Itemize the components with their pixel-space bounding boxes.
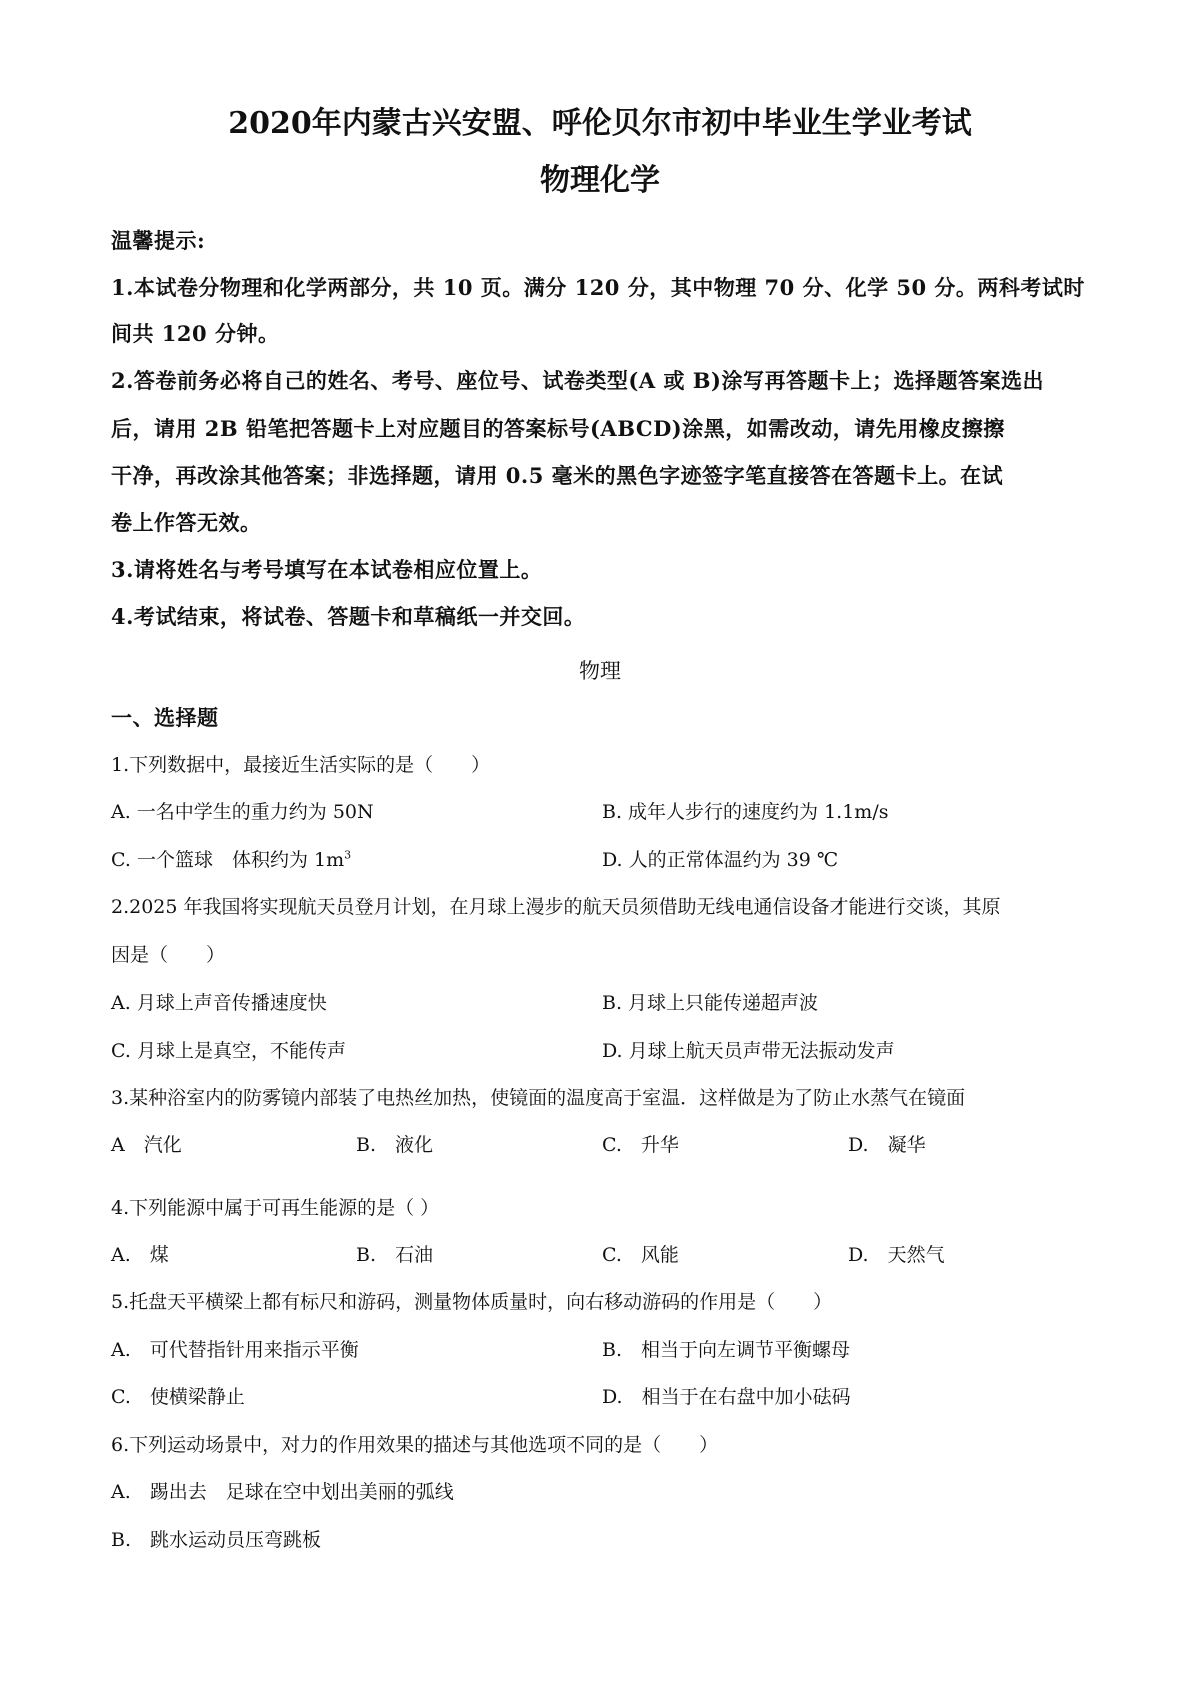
- question-1-option-a: A. 一名中学生的重力约为 50N: [111, 801, 374, 823]
- tip-1-line2: 间共 120 分钟。: [111, 321, 280, 346]
- question-4-option-c: C. 风能: [602, 1244, 679, 1266]
- tip-1-line1: 1.本试卷分物理和化学两部分，共 10 页。满分 120 分，其中物理 70 分、化学 50 分。两科考试时: [111, 275, 1085, 300]
- tips-heading: 温馨提示:: [111, 228, 206, 253]
- tip-2-line2: 后，请用 2B 铅笔把答题卡上对应题目的答案标号(ABCD)涂黑，如需改动，请先用橡皮擦擦: [111, 416, 1005, 441]
- question-1-option-c-text: C. 一个篮球 体积约为 1m: [111, 849, 345, 871]
- question-5-option-d: D. 相当于在右盘中加小砝码: [602, 1386, 851, 1408]
- question-2-option-c: C. 月球上是真空，不能传声: [111, 1040, 346, 1062]
- question-3-option-d: D. 凝华: [848, 1134, 926, 1156]
- question-1-stem: 1.下列数据中，最接近生活实际的是（ ）: [111, 754, 491, 776]
- question-2-stem-line1: 2.2025 年我国将实现航天员登月计划，在月球上漫步的航天员须借助无线电通信设备才能进行交谈，其原: [111, 896, 1001, 918]
- question-6-option-b: B. 跳水运动员压弯跳板: [111, 1529, 322, 1551]
- question-2-option-a: A. 月球上声音传播速度快: [111, 992, 327, 1014]
- question-2-option-d: D. 月球上航天员声带无法振动发声: [602, 1040, 895, 1062]
- question-4-option-a: A. 煤: [111, 1244, 169, 1266]
- question-5-option-c: C. 使横梁静止: [111, 1386, 245, 1408]
- question-5-option-b: B. 相当于向左调节平衡螺母: [602, 1339, 851, 1361]
- question-4-option-d: D. 天然气: [848, 1244, 945, 1266]
- question-1-option-b: B. 成年人步行的速度约为 1.1m/s: [602, 801, 889, 823]
- question-3-option-a: A 汽化: [111, 1134, 182, 1156]
- question-3-option-b: B. 液化: [356, 1134, 434, 1156]
- question-5-stem: 5.托盘天平横梁上都有标尺和游码，测量物体质量时，向右移动游码的作用是（ ）: [111, 1291, 833, 1313]
- question-4-option-b: B. 石油: [356, 1244, 434, 1266]
- exam-subtitle: 物理化学: [540, 163, 660, 198]
- exam-title: 2020年内蒙古兴安盟、呼伦贝尔市初中毕业生学业考试: [228, 106, 972, 141]
- question-4-stem: 4.下列能源中属于可再生能源的是（ ）: [111, 1197, 440, 1219]
- question-2-stem-line2: 因是（ ）: [111, 944, 226, 966]
- tip-3: 3.请将姓名与考号填写在本试卷相应位置上。: [111, 557, 543, 582]
- question-3-stem: 3.某种浴室内的防雾镜内部装了电热丝加热，使镜面的温度高于室温．这样做是为了防止水蒸气在镜面: [111, 1087, 966, 1109]
- question-1-option-d: D. 人的正常体温约为 39 ℃: [602, 849, 839, 871]
- question-1-option-c: [111, 845, 351, 872]
- section-heading: 一、选择题: [111, 705, 219, 730]
- question-6-option-a: A. 踢出去 足球在空中划出美丽的弧线: [111, 1481, 454, 1503]
- question-3-option-c: C. 升华: [602, 1134, 679, 1156]
- subject-heading: 物理: [579, 659, 621, 683]
- tip-2-line3: 干净，再改涂其他答案；非选择题，请用 0.5 毫米的黑色字迹签字笔直接答在答题卡上。在试: [111, 463, 1004, 488]
- tip-4: 4.考试结束，将试卷、答题卡和草稿纸一并交回。: [111, 604, 586, 629]
- question-6-stem: 6.下列运动场景中，对力的作用效果的描述与其他选项不同的是（ ）: [111, 1434, 719, 1456]
- question-1-option-c-exponent: 3: [344, 848, 352, 862]
- tip-2-line1: 2.答卷前务必将自己的姓名、考号、座位号、试卷类型(A 或 B)涂写再答题卡上；选择题答案选出: [111, 368, 1044, 393]
- tip-2-line4: 卷上作答无效。: [111, 510, 262, 535]
- question-5-option-a: A. 可代替指针用来指示平衡: [111, 1339, 359, 1361]
- question-2-option-b: B. 月球上只能传递超声波: [602, 992, 819, 1014]
